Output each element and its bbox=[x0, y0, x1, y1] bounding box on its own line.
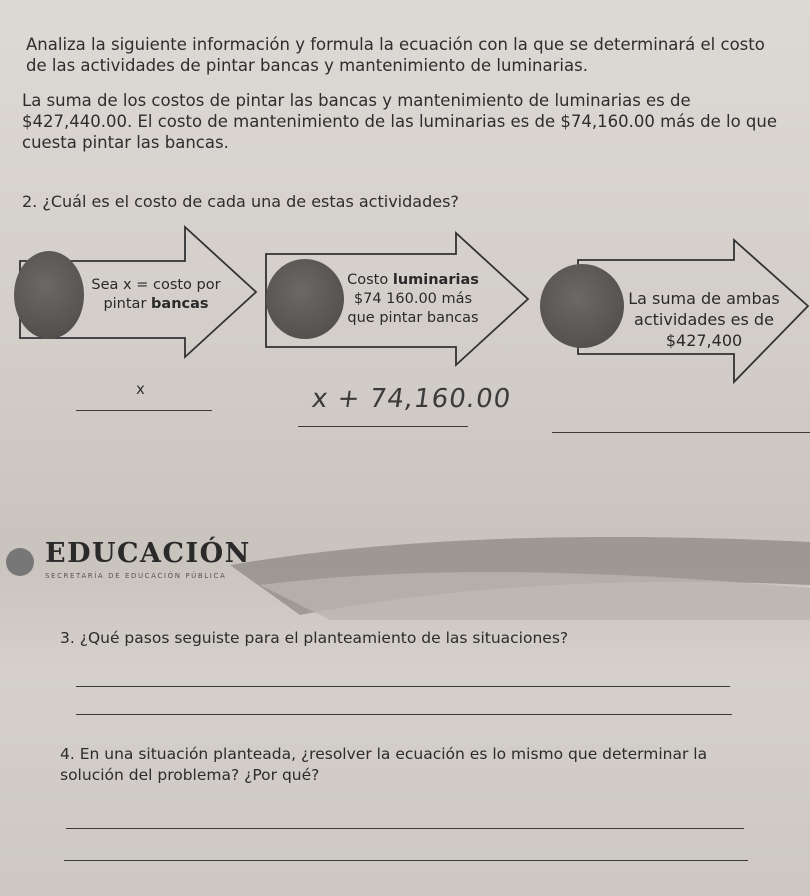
arrow-step-2 bbox=[266, 229, 536, 369]
arrow-1-line2-bold: bancas bbox=[151, 296, 209, 312]
logo-subtitle: SECRETARÍA DE EDUCACIÓN PÚBLICA bbox=[45, 572, 227, 580]
arrow-2-line3: que pintar bancas bbox=[347, 310, 479, 326]
arrow-2-line1: Costo bbox=[347, 272, 393, 288]
arrow-2-text bbox=[328, 271, 498, 328]
arrow-step-1 bbox=[20, 224, 260, 364]
answer-2-line[interactable] bbox=[298, 426, 468, 427]
arrow-1-line2: pintar bbox=[103, 296, 152, 312]
question-2: 2. ¿Cuál es el costo de cada una de estas actividades? bbox=[22, 192, 459, 211]
answer-1-text: x bbox=[136, 380, 145, 398]
arrow-1-text bbox=[76, 276, 236, 314]
problem-statement: La suma de los costos de pintar las bancas y mantenimiento de luminarias es de $427,440.00. El costo de mantenimiento de las luminarias es de $74,160.00 más de lo que cuesta pintar las bancas. bbox=[22, 91, 778, 152]
answer-1-line[interactable] bbox=[76, 410, 212, 411]
question-3: 3. ¿Qué pasos seguiste para el planteamiento de las situaciones? bbox=[60, 629, 569, 647]
arrow-3-line1: La suma de ambas bbox=[628, 289, 780, 308]
arrow-2-line2: $74 160.00 más bbox=[353, 291, 473, 307]
logo-title: EDUCACIÓN bbox=[45, 538, 251, 569]
intro-instructions: Analiza la siguiente información y formula la ecuación con la que se determinará el costo de las actividades de pintar bancas y mantenimiento de luminarias. bbox=[26, 35, 765, 75]
question-3-line-1[interactable] bbox=[76, 686, 730, 687]
answer-2-handwritten: x + 74,160.00 bbox=[309, 384, 514, 414]
question-4-line-1[interactable] bbox=[66, 828, 744, 829]
answer-3-line[interactable] bbox=[552, 432, 810, 433]
arrow-1-line1: Sea x = costo por bbox=[91, 277, 221, 293]
arrow-1-circle bbox=[14, 251, 84, 339]
arrow-3-line3: $427,400 bbox=[665, 331, 743, 350]
question-3-line-2[interactable] bbox=[76, 714, 732, 715]
question-4-line-2[interactable] bbox=[64, 860, 748, 861]
arrow-3-line2: actividades es de bbox=[634, 310, 774, 329]
arrow-3-circle bbox=[540, 264, 624, 348]
question-4: 4. En una situación planteada, ¿resolver la ecuación es lo mismo que determinar la solución del problema? ¿Por qué? bbox=[60, 745, 708, 784]
arrow-step-3 bbox=[538, 236, 810, 386]
arrow-3-text bbox=[614, 288, 794, 351]
arrow-2-line1-bold: luminarias bbox=[392, 272, 479, 288]
